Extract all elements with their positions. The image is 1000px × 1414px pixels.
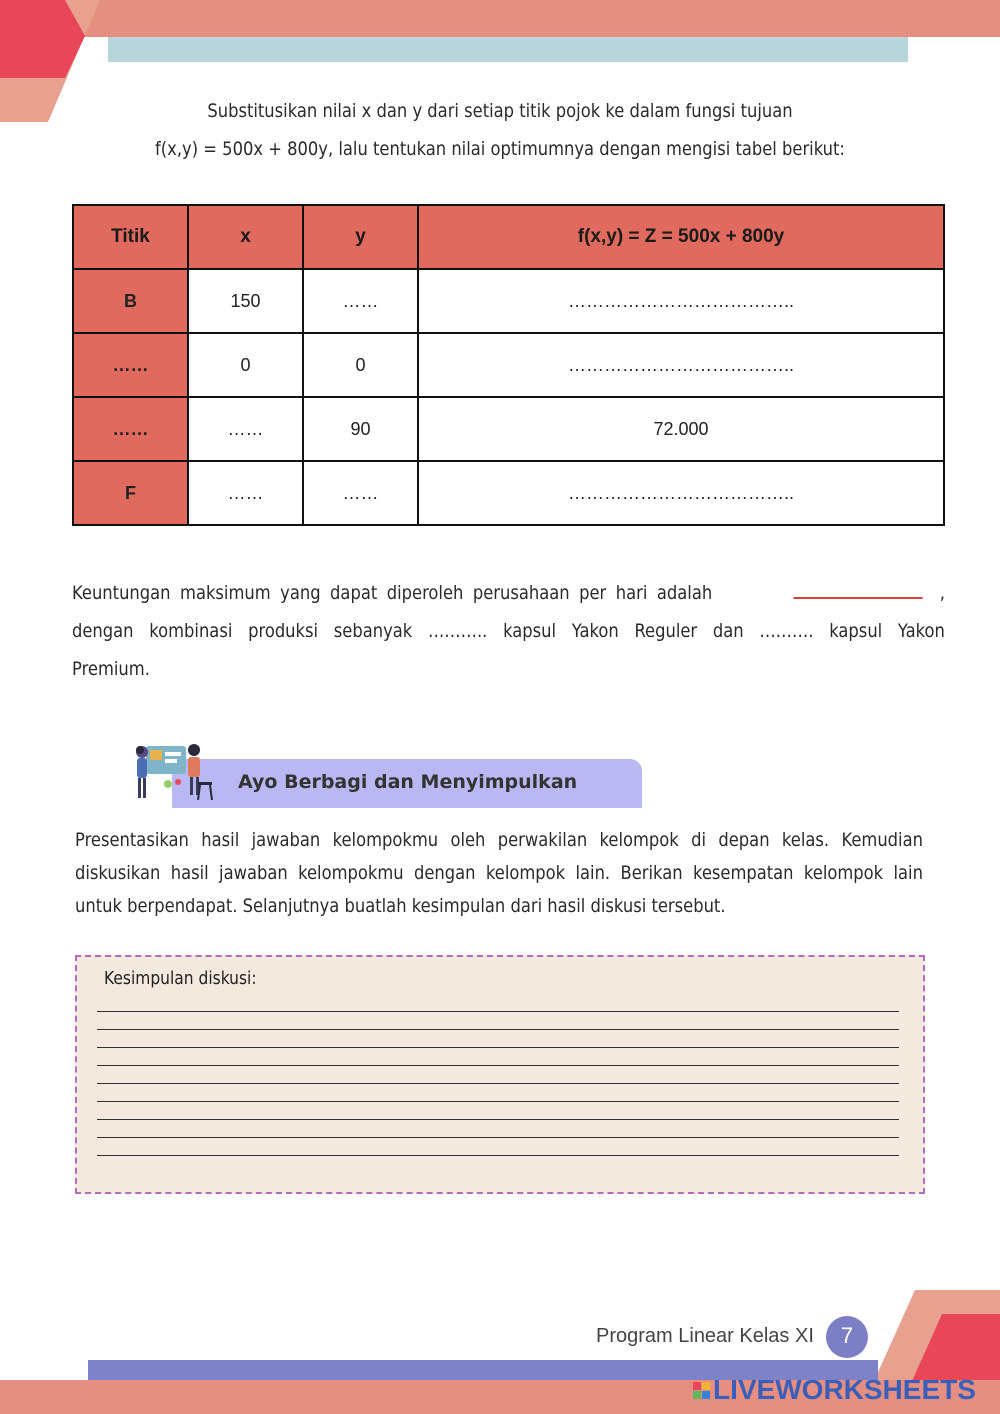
summary-line-3: Premium.	[72, 658, 150, 680]
summary-paragraph	[72, 574, 945, 688]
regular-qty-blank[interactable]: ………..	[427, 620, 488, 642]
table-row	[73, 397, 944, 461]
cell-titik: F	[73, 461, 188, 525]
section-paragraph	[75, 824, 923, 923]
summary-comma: ,	[939, 582, 945, 604]
cell-z-blank[interactable]: ………………………………..	[418, 333, 944, 397]
table-row	[73, 269, 944, 333]
table-row	[73, 333, 944, 397]
cell-z: 72.000	[418, 397, 944, 461]
cell-z-blank[interactable]: ………………………………..	[418, 461, 944, 525]
cell-y: 0	[303, 333, 418, 397]
liveworksheets-logo-text: LIVEWORKSHEETS	[713, 1374, 976, 1405]
word: dan	[712, 620, 744, 642]
top-left-corner-decor	[0, 0, 130, 125]
header-titik: Titik	[73, 205, 188, 269]
footer-title: Program Linear Kelas XI	[596, 1325, 814, 1347]
cell-y-blank[interactable]: ……	[303, 461, 418, 525]
summary-text-1: Keuntungan maksimum yang dapat diperoleh perusahaan per hari adalah	[72, 582, 713, 604]
summary-line-2	[72, 612, 945, 650]
writing-line	[97, 1011, 899, 1012]
premium-qty-blank[interactable]: ……….	[759, 620, 814, 642]
section-title: Ayo Berbagi dan Menyimpulkan	[238, 771, 578, 793]
writing-line	[97, 1119, 899, 1120]
header-x: x	[188, 205, 303, 269]
word: Reguler	[634, 620, 698, 642]
cell-z-blank[interactable]: ………………………………..	[418, 269, 944, 333]
liveworksheets-logo-icon	[693, 1382, 710, 1399]
conclusion-label: Kesimpulan diskusi:	[104, 968, 257, 989]
cell-titik-blank[interactable]: ……	[73, 333, 188, 397]
objective-function-table	[72, 204, 945, 526]
word: Yakon	[897, 620, 945, 642]
cell-x: 150	[188, 269, 303, 333]
header-y: y	[303, 205, 418, 269]
word: dengan	[72, 620, 134, 642]
discussion-illustration-icon	[132, 740, 214, 804]
top-decor-band	[0, 0, 1000, 37]
intro-line-1: Substitusikan nilai x dan y dari setiap titik pojok ke dalam fungsi tujuan	[207, 100, 793, 122]
cell-titik-blank[interactable]: ……	[73, 397, 188, 461]
cell-x: 0	[188, 333, 303, 397]
word: kapsul	[829, 620, 883, 642]
writing-line	[97, 1047, 899, 1048]
conclusion-box[interactable]	[75, 955, 925, 1194]
top-decor-light-strip	[108, 37, 908, 62]
word: sebanyak	[333, 620, 413, 642]
word: kombinasi	[149, 620, 233, 642]
cell-y: 90	[303, 397, 418, 461]
writing-line	[97, 1065, 899, 1066]
header-fxy: f(x,y) = Z = 500x + 800y	[418, 205, 944, 269]
cell-x-blank[interactable]: ……	[188, 397, 303, 461]
cell-x-blank[interactable]: ……	[188, 461, 303, 525]
cell-y-blank[interactable]: ……	[303, 269, 418, 333]
summary-line-1	[72, 574, 945, 612]
intro-line-2: f(x,y) = 500x + 800y, lalu tentukan nilai optimumnya dengan mengisi tabel berikut:	[155, 138, 845, 160]
word: kapsul	[503, 620, 557, 642]
cell-titik: B	[73, 269, 188, 333]
table-header-row	[73, 205, 944, 269]
intro-text	[130, 92, 870, 168]
word: produksi	[248, 620, 319, 642]
word: Yakon	[571, 620, 619, 642]
writing-line	[97, 1083, 899, 1084]
max-profit-answer-field[interactable]	[793, 577, 922, 599]
writing-line	[97, 1155, 899, 1156]
table-row	[73, 461, 944, 525]
writing-line	[97, 1029, 899, 1030]
section-body-text: Presentasikan hasil jawaban kelompokmu oleh perwakilan kelompok di depan kelas. Kemudian diskusikan hasil jawaban kelompokmu dengan kelompok lain. Berikan kesempatan kelompok lain untuk berpendapat. Selanjutnya buatlah kesimpulan dari hasil diskusi tersebut.	[75, 829, 923, 917]
page-number-badge: 7	[826, 1316, 868, 1358]
writing-line	[97, 1101, 899, 1102]
liveworksheets-logo[interactable]	[693, 1375, 976, 1405]
writing-line	[97, 1137, 899, 1138]
